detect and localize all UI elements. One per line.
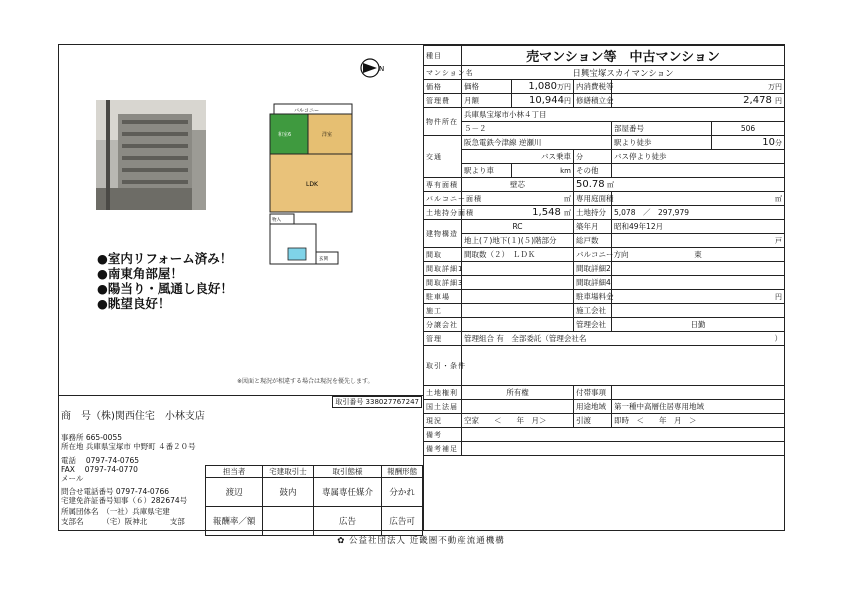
room-number-label: 部屋番号 [612, 122, 712, 136]
sales-company-label: 分譲会社 [424, 318, 462, 332]
layout-value: 間取数（２） ＬＤＫ [462, 248, 574, 262]
mgmt-fee-label: 管理費 [424, 94, 462, 108]
balcony-label: バルコニー [294, 108, 320, 114]
room-detail-2-label: 間取詳細2 [574, 262, 612, 276]
parking-fee-label: 駐車場料金 [574, 290, 612, 304]
parking-value [462, 290, 574, 304]
branch: 支部名 （宅）阪神北 支部 [61, 517, 185, 526]
repair-fee-value: 2,478 円 [612, 94, 785, 108]
staff-table [205, 465, 423, 536]
repair-fee-label: 修繕積立金 [574, 94, 612, 108]
feature-item: ●眺望良好！ [97, 296, 171, 311]
room-detail-1-label: 間取詳細1 [424, 262, 462, 276]
other-value [612, 164, 785, 178]
balcony-area-label: バルコニー面積 [424, 192, 462, 206]
zone-value: 第一種中高層住居専用地域 [612, 400, 785, 414]
room-detail-4 [612, 276, 785, 290]
tax-value: 万円 [612, 80, 785, 94]
room-number: 506 [712, 122, 785, 136]
bus-unit: 分 [574, 150, 612, 164]
balcony-area-value: ㎡ [462, 192, 574, 206]
staff-header: 宅建取引士 [263, 466, 314, 478]
status-label: 現況 [424, 414, 462, 428]
floors-value: 地上(７)地下(１)(５)階部分 [462, 234, 574, 248]
notes-value [462, 442, 785, 456]
feature-item: ●陽当り・風通し良好！ [97, 281, 233, 296]
office-postal: 事務所 665-0055 [61, 433, 122, 442]
photo-note: ※図面と現況が相違する場合は現況を優先します。 [237, 378, 374, 385]
management-form: 管理組合 有 全部委託（管理会社名 ） [462, 332, 785, 346]
address: 兵庫県宝塚市小林４丁目 [462, 108, 785, 122]
staff-value: 渡辺 [206, 478, 263, 507]
fee-value [263, 507, 314, 536]
area-value: 50.78 ㎡ [574, 178, 785, 192]
room-detail-4-label: 間取詳細4 [574, 276, 612, 290]
staff-header: 取引態様 [313, 466, 381, 478]
price-prefix: 価格 [462, 80, 512, 94]
units-value: 戸 [612, 234, 785, 248]
feature-list [97, 251, 233, 311]
feature-item: ●南東角部屋！ [97, 266, 183, 281]
footer-org [0, 534, 842, 546]
price-value: 1,080万円 [512, 80, 574, 94]
traffic-label: 交通 [424, 136, 462, 178]
office-tel: 電話 0797-74-0765 [61, 456, 140, 465]
management-form-label: 管理 [424, 332, 462, 346]
room-detail-1 [462, 262, 574, 276]
svg-text:N: N [379, 65, 385, 73]
management-company-label: 管理会社 [574, 318, 612, 332]
sales-company-value [462, 318, 574, 332]
facilities-label: 付帯事項 [574, 386, 612, 400]
north-arrow-icon [359, 55, 385, 81]
floor-plan [264, 102, 364, 269]
builder-value [462, 304, 574, 318]
remarks-label: 備考 [424, 428, 462, 442]
photo-area [59, 45, 423, 396]
structure-label: 建物構造 [424, 220, 462, 248]
bus-walk-label: バス停より徒歩 [612, 150, 785, 164]
western-room-label: 洋室 [322, 132, 333, 138]
structure-value: RC [462, 220, 574, 234]
association: 所属団体名 （一社）兵庫県宅建 [61, 507, 170, 516]
balcony-direction: 東 [612, 248, 785, 262]
area-prefix: 壁芯 [462, 178, 574, 192]
land-law-value [462, 400, 574, 414]
builder-company-value [612, 304, 785, 318]
location-label: 物件所在 [424, 108, 462, 136]
land-share-label: 土地持分面積 [424, 206, 462, 220]
private-garden-value: ㎡ [612, 192, 785, 206]
org-name: 公益社団法人 近畿圏不動産流通機構 [349, 536, 505, 546]
conditions-label: 取引・条件 [424, 346, 462, 386]
builder-label: 施工 [424, 304, 462, 318]
room-detail-2 [612, 262, 785, 276]
contact-phone: 問合せ電話番号 0797-74-0766 [61, 487, 170, 496]
management-company: 日勤 [612, 318, 785, 332]
address-detail: ５－２ [462, 122, 612, 136]
delivery-label: 引渡 [574, 414, 612, 428]
staff-value: 分かれ [382, 478, 423, 507]
units-label: 総戸数 [574, 234, 612, 248]
japanese-room-label: 和室6 [278, 132, 292, 138]
station: 阪急電鉄今津線 逆瀬川 [462, 136, 612, 150]
zone-label: 用途地域 [574, 400, 612, 414]
office-mail: メール [61, 474, 84, 483]
built-value: 昭和49年12月 [612, 220, 785, 234]
name-label: マンション名 [424, 66, 462, 80]
layout-label: 間取 [424, 248, 462, 262]
mgmt-fee-value: 10,944円 [512, 94, 574, 108]
building-photo [96, 100, 206, 210]
property-type: 売マンション等 中古マンション [462, 46, 785, 66]
org-logo-icon: ✿ [337, 536, 346, 546]
built-label: 築年月 [574, 220, 612, 234]
company-info [59, 395, 423, 530]
tax-label: 内消費税等 [574, 80, 612, 94]
remarks-value [462, 428, 785, 442]
spec-table [423, 45, 785, 456]
other-label: その他 [574, 164, 612, 178]
parking-fee-value: 円 [612, 290, 785, 304]
staff-value: 専属専任媒介 [313, 478, 381, 507]
license-number: 宅建免許証番号知事（６）282674号 [61, 496, 188, 505]
spec-panel [423, 45, 784, 530]
land-ratio-value: 5,078 ／ 297,979 [612, 206, 785, 220]
land-right-label: 土地権利 [424, 386, 462, 400]
ad-value: 広告可 [382, 507, 423, 536]
mgmt-fee-prefix: 月額 [462, 94, 512, 108]
trade-number: 取引番号 338027767247 [332, 396, 422, 408]
feature-item: ●室内リフォーム済み！ [97, 251, 233, 266]
property-sheet [58, 44, 785, 531]
room-detail-3 [462, 276, 574, 290]
parking-label: 駐車場 [424, 290, 462, 304]
storage-label: 物入 [272, 218, 281, 223]
facilities-value [612, 386, 785, 400]
left-panel [59, 45, 424, 530]
private-garden-label: 専用庭面積 [574, 192, 612, 206]
bus-label: バス乗車 [462, 150, 574, 164]
conditions-value [462, 346, 785, 386]
ad-label: 広告 [313, 507, 381, 536]
land-right-value: 所有権 [462, 386, 574, 400]
staff-value: 鼓内 [263, 478, 314, 507]
company-name: 商 号（株)関西住宅 小林支店 [61, 411, 205, 422]
builder-company-label: 施工会社 [574, 304, 612, 318]
fee-label: 報酬率／額 [206, 507, 263, 536]
staff-header: 担当者 [206, 466, 263, 478]
notes-label: 備考補足 [424, 442, 462, 456]
type-label: 種目 [424, 46, 462, 66]
car-label: 駅より車 [462, 164, 512, 178]
status-value: 空家 ＜ 年 月＞ [462, 414, 574, 428]
delivery-value: 即時 ＜ 年 月 ＞ [612, 414, 785, 428]
office-address: 所在地 兵庫県宝塚市 中野町 ４番２０号 [61, 442, 196, 451]
walk-label: 駅より徒歩 [612, 136, 712, 150]
office-fax: FAX 0797-74-0770 [61, 465, 138, 474]
land-law-label: 国土法届 [424, 400, 462, 414]
price-label: 価格 [424, 80, 462, 94]
staff-header: 報酬形態 [382, 466, 423, 478]
entrance-label: 玄関 [319, 257, 328, 262]
walk-minutes: 10分 [712, 136, 785, 150]
area-label: 専有面積 [424, 178, 462, 192]
room-detail-3-label: 間取詳細3 [424, 276, 462, 290]
car-unit: km [512, 164, 574, 178]
property-name: 日興宝塚スカイマンション [462, 66, 785, 80]
balcony-direction-label: バルコニー方向 [574, 248, 612, 262]
land-share-value: 1,548 ㎡ [462, 206, 574, 220]
land-ratio-label: 土地持分 [574, 206, 612, 220]
ldk-label: LDK [306, 181, 318, 188]
